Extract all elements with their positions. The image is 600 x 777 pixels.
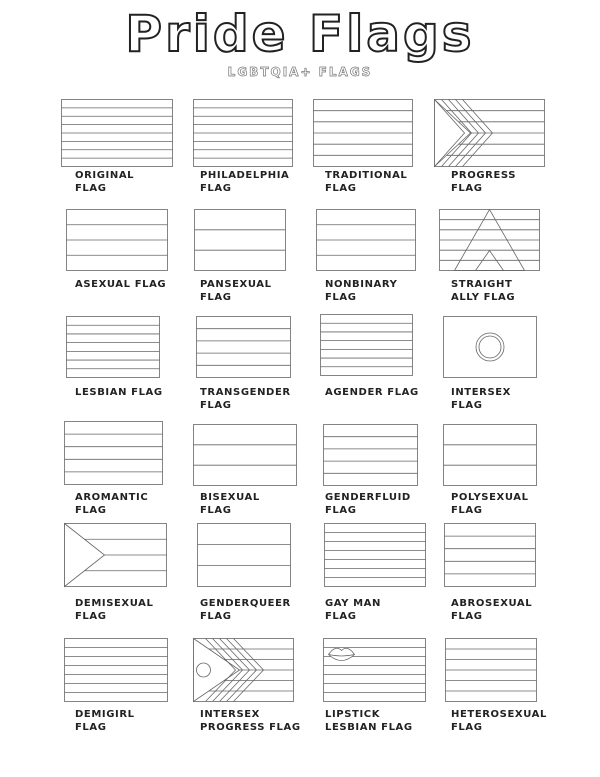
flag-genderfluid: [323, 424, 418, 486]
flag-label: LESBIAN FLAG: [75, 387, 163, 398]
flag-label: POLYSEXUAL FLAG: [451, 492, 529, 516]
flag-outline: [325, 524, 426, 587]
flag-label: STRAIGHT ALLY FLAG: [451, 279, 516, 303]
flag-label: ORIGINAL FLAG: [75, 170, 135, 194]
flag-outline: [65, 639, 168, 702]
flag-label: ABROSEXUAL FLAG: [451, 598, 533, 622]
flag-label: NONBINARY FLAG: [325, 279, 398, 303]
flag-heterosexual: [445, 638, 537, 702]
flag-aromantic: [64, 421, 163, 485]
flag-outline: [324, 425, 418, 486]
flag-intersex-progress: [193, 638, 294, 702]
flag-original: [61, 99, 173, 167]
flag-label: HETEROSEXUAL FLAG: [451, 709, 547, 733]
flag-lipstick-lesbian: [323, 638, 426, 702]
flag-outline: [198, 524, 291, 587]
flag-outline: [321, 315, 413, 376]
flag-label: TRANSGENDER FLAG: [200, 387, 291, 411]
flag-label: TRADITIONAL FLAG: [325, 170, 408, 194]
flag-agender: [320, 314, 413, 376]
flag-nonbinary: [316, 209, 416, 271]
flag-label: AROMANTIC FLAG: [75, 492, 149, 516]
flag-label: LIPSTICK LESBIAN FLAG: [325, 709, 413, 733]
flag-outline: [67, 317, 160, 378]
flag-outline: [445, 524, 536, 587]
flag-traditional: [313, 99, 413, 167]
flag-outline: [444, 425, 537, 486]
flag-label: INTERSEX PROGRESS FLAG: [200, 709, 301, 733]
flag-label: DEMIGIRL FLAG: [75, 709, 135, 733]
flag-outline: [324, 639, 426, 702]
flag-label: PANSEXUAL FLAG: [200, 279, 272, 303]
flag-label: GAY MAN FLAG: [325, 598, 381, 622]
flag-abrosexual: [444, 523, 536, 587]
flag-philadelphia: [193, 99, 293, 167]
flag-progress: [434, 99, 545, 167]
flag-straight-ally: [439, 209, 540, 271]
flag-label: BISEXUAL FLAG: [200, 492, 260, 516]
page-subtitle: LGBTQIA+ FLAGS: [227, 65, 373, 79]
flag-intersex: [443, 316, 537, 378]
flag-asexual: [66, 209, 168, 271]
flag-outline: [65, 422, 163, 485]
flag-label: PHILADELPHIA FLAG: [200, 170, 290, 194]
flag-demisexual: [64, 523, 167, 587]
flag-bisexual: [193, 424, 297, 486]
flag-lesbian: [66, 316, 160, 378]
page-title: Pride Flags: [125, 5, 475, 63]
flag-outline: [195, 210, 286, 271]
flag-label: AGENDER FLAG: [325, 387, 419, 398]
flag-label: GENDERFLUID FLAG: [325, 492, 411, 516]
flag-pansexual: [194, 209, 286, 271]
flag-outline: [197, 317, 291, 378]
flag-label: ASEXUAL FLAG: [75, 279, 167, 290]
flag-transgender: [196, 316, 291, 378]
flag-outline: [444, 317, 537, 378]
flag-polysexual: [443, 424, 537, 486]
flag-label: PROGRESS FLAG: [451, 170, 517, 194]
flag-gay-man: [324, 523, 426, 587]
flag-outline: [194, 425, 297, 486]
flag-genderqueer: [197, 523, 291, 587]
flag-label: GENDERQUEER FLAG: [200, 598, 291, 622]
flag-demigirl: [64, 638, 168, 702]
flag-label: DEMISEXUAL FLAG: [75, 598, 154, 622]
flag-label: INTERSEX FLAG: [451, 387, 511, 411]
